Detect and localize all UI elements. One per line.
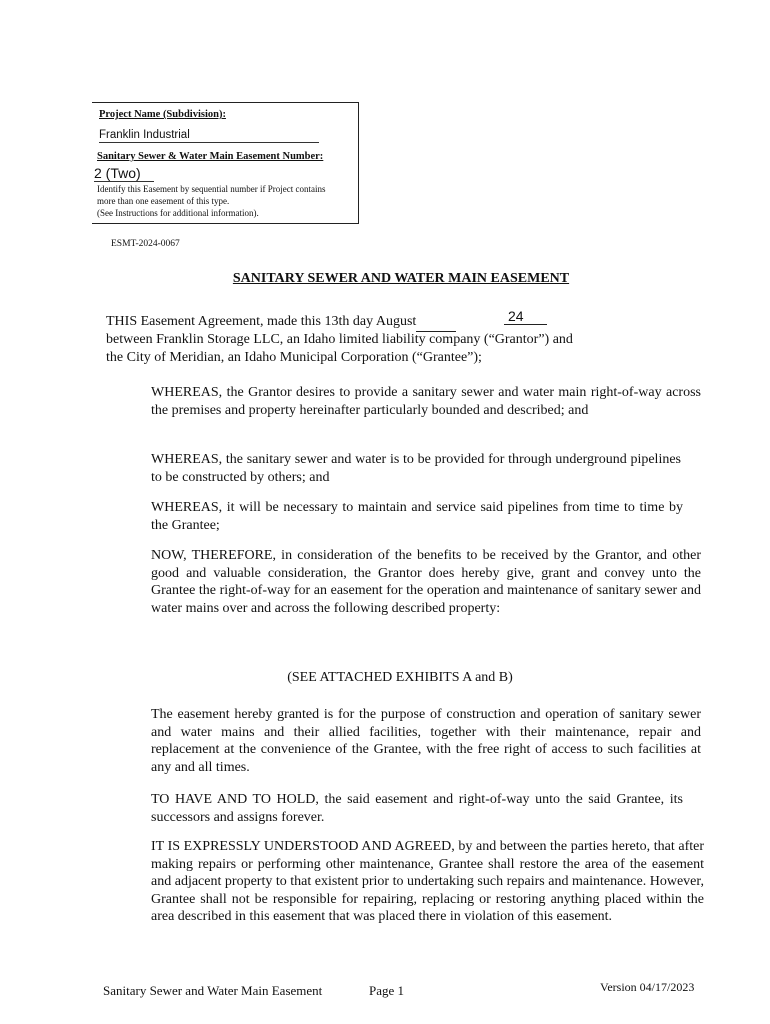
paragraph-to-have-and-hold: TO HAVE AND TO HOLD, the said easement and right-of-way unto the said Grantee, its successors and assigns forever.	[151, 792, 683, 825]
document-title: SANITARY SEWER AND WATER MAIN EASEMENT	[232, 271, 570, 286]
project-name-label: Project Name (Subdivision):	[99, 109, 226, 120]
intro-line-3: the City of Meridian, an Idaho Municipal Corporation (“Grantee”);	[106, 350, 482, 365]
paragraph-whereas-2: WHEREAS, the sanitary sewer and water is to be provided for through underground pipelines to be constructed by others; and	[151, 452, 681, 485]
easement-number-field[interactable]: 2 (Two)	[94, 165, 154, 182]
intro-line-2: between Franklin Storage LLC, an Idaho limited liability company (“Grantor”) and	[106, 332, 573, 347]
footer-page-number: Page 1	[369, 983, 405, 998]
instructions-line-3: (See Instructions for additional information).	[97, 208, 259, 218]
exhibits-note: (SEE ATTACHED EXHIBITS A and B)	[287, 670, 513, 685]
intro-lead-text: THIS Easement Agreement, made this 13th day August	[106, 314, 417, 329]
paragraph-whereas-1: WHEREAS, the Grantor desires to provide a sanitary sewer and water main right-of-way across the premises and property hereinafter particularly bounded and described; and	[151, 385, 701, 418]
intro-lead	[106, 313, 456, 332]
footer-version: Version 04/17/2023	[600, 980, 695, 994]
date-blank	[416, 313, 456, 332]
esmt-number: ESMT-2024-0067	[111, 239, 180, 249]
footer-document-name: Sanitary Sewer and Water Main Easement	[103, 983, 323, 998]
paragraph-whereas-3: WHEREAS, it will be necessary to maintain and service said pipelines from time to time by the Grantee;	[151, 500, 683, 533]
paragraph-purpose: The easement hereby granted is for the purpose of construction and operation of sanitary sewer and water mains and their allied facilities, together with their maintenance, repair and replacement at the convenience of the Grantee, with the free right of access to such facilities at any and all times.	[151, 707, 701, 775]
year-field[interactable]: 24	[504, 308, 547, 325]
paragraph-now-therefore: NOW, THEREFORE, in consideration of the benefits to be received by the Grantor, and other good and valuable consideration, the Grantor does hereby give, grant and convey unto the Grantee the right-of-way for an easement for the operation and maintenance of sanitary sewer and water mains over and across the following described property:	[151, 548, 701, 616]
instructions-line-2: more than one easement of this type.	[97, 196, 230, 206]
instructions-line-1: Identify this Easement by sequential number if Project contains	[97, 184, 326, 194]
project-name-field[interactable]: Franklin Industrial	[99, 128, 319, 143]
paragraph-expressly-understood: IT IS EXPRESSLY UNDERSTOOD AND AGREED, by and between the parties hereto, that after making repairs or performing other maintenance, Grantee shall restore the area of the easement and adjacent property to that existent prior to undertaking such repairs and maintenance. However, Grantee shall not be responsible for repairing, replacing or restoring anything placed within the area described in this easement that was placed there in violation of this easement.	[151, 839, 704, 925]
easement-number-label: Sanitary Sewer & Water Main Easement Number:	[97, 151, 324, 162]
